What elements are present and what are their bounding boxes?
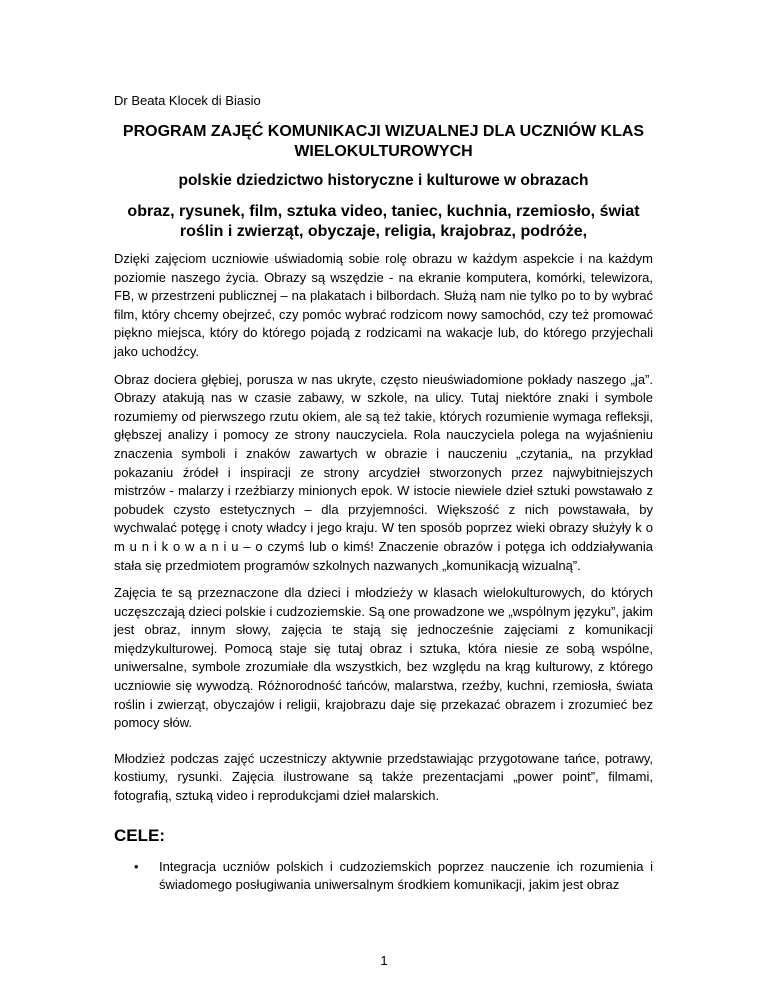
document-title: PROGRAM ZAJĘĆ KOMUNIKACJI WIZUALNEJ DLA UCZNIÓW KLAS WIELOKULTUROWYCH: [122, 123, 645, 160]
goals-list-item: [114, 858, 653, 895]
paragraph-intro: Dzięki zajęciom uczniowie uświadomią sobie rolę obrazu w każdym aspekcie i na każdym poziomie naszego życia. Obrazy są wszędzie - na ekranie komputera, komórki, telewizora, FB, w przestrzeni publicznej – na plakatach i bilbordach. Służą nam nie tylko po to by wybrać film, który chcemy obejrzeć, czy pomóc wybrać rodzicom nowy samochód, czy też promować piękno miejsca, który do którego pojadą z rodzicami na wakacje lub, do którego przyjechali jako uchodźcy.: [114, 251, 653, 359]
paragraph-multicultural: Zajęcia te są przeznaczone dla dzieci i młodzieży w klasach wielokulturowych, do których uczęszczają dzieci polskie i cudzoziemskie. Są one prowadzone we „wspólnym języku”, jakim jest obraz, innym słowy, zajęcia te stają się jednocześnie zajęciami z komunikacji międzykulturowej. Pomocą staje się tutaj obraz i sztuka, która niesie ze sobą wspólne, uniwersalne, symbole zrozumiałe dla wszystkich, bez względu na krąg kulturowy, z którego uczniowie się wywodzą. Różnorodność tańców, malarstwa, rzeźby, kuchni, rzemiosła, świata roślin i zwierząt, obyczajów i religii, krajobrazu daje się przekazać obrazem i zrozumieć bez pomocy słów.: [114, 585, 653, 731]
author-line: Dr Beata Klocek di Biasio: [114, 93, 261, 108]
paragraph-activities: Młodzież podczas zajęć uczestniczy aktywnie przedstawiając przygotowane tańce, potrawy, kostiumy, rysunki. Zajęcia ilustrowane są także prezentacjami „power point”, filmami, fotografią, sztuką video i reprodukcjami dzieł malarskich.: [114, 750, 653, 804]
bullet-icon: •: [134, 858, 139, 874]
goals-list: [114, 858, 653, 895]
page-number: 1: [380, 953, 388, 968]
page-content: [114, 92, 653, 895]
topics-heading: obraz, rysunek, film, sztuka video, taniec, kuchnia, rzemiosło, świat roślin i zwierząt, obyczaje, religia, krajobraz, podróże,: [127, 203, 640, 240]
paragraph-image-meaning: Obraz dociera głębiej, porusza w nas ukryte, często nieuświadomione pokłady naszego „ja”. Obrazy atakują nas w czasie zabawy, w szkole, na ulicy. Tutaj niektóre znaki i symbole rozumiemy od pierwszego rzutu okiem, ale są też takie, których rozumienie wymaga refleksji, głębszej analizy i pomocy ze strony nauczyciela. Rola nauczyciela polega na wyjaśnieniu znaczenia symboli i znaków zawartych w obrazie i nauczeniu „czytania„ na przykład pokazaniu źródeł i inspiracji ze strony arcydzieł stworzonych przez najwybitniejszych mistrzów - malarzy i rzeźbiarzy minionych epok. W istocie niewiele dzieł sztuki powstawało z pobudek czysto estetycznych – dla przyjemności. Większość z nich powstawała, by wychwalać potęgę i cnoty władcy i jego kraju. W ten sposób poprzez wieki obrazy służyły k o m u n i k o w a n i u – o czymś lub o kimś! Znaczenie obrazów i potęga ich oddziaływania stała się przedmiotem programów szkolnych nazwanych „komunikacją wizualną”.: [114, 371, 653, 573]
goal-text: Integracja uczniów polskich i cudzoziemskich poprzez nauczenie ich rozumienia i świadomego posługiwania uniwersalnym środkiem komunikacji, jakim jest obraz: [159, 858, 653, 893]
goals-heading: CELE:: [114, 825, 165, 845]
document-subtitle: polskie dziedzictwo historyczne i kulturowe w obrazach: [178, 172, 589, 189]
